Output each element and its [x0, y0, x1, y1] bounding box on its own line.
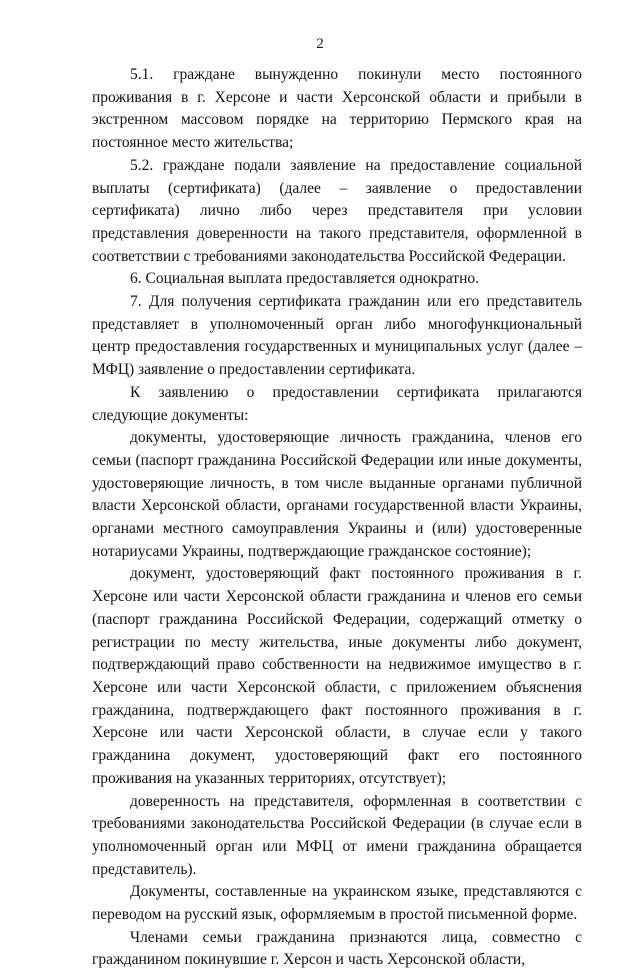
paragraph-attachments-intro: К заявлению о предоставлении сертификата прилагаются следующие документы: [92, 383, 582, 424]
paragraph-power-of-attorney: доверенность на представителя, оформленная в соответствии с требованиями законодательства Российской Федерации (в случае если в уполномоченный орган или МФЦ от имени гражданина обращается представитель). [92, 792, 582, 878]
paragraph-identity-documents: документы, удостоверяющие личность гражданина, членов его семьи (паспорт гражданина Российской Федерации или иные документы, удостоверяющие личность, в том числе выданные органами публичной власти Херсонской области, органами государственной власти Украины, органами местного самоуправления Украины и (или) удостоверенные нотариусами Украины, подтверждающие гражданское состояние); [92, 429, 582, 560]
paragraph-family-members: Членами семьи гражданина признаются лица, совместно с гражданином покинувшие г. Херсон и часть Херсонской области, [92, 928, 582, 969]
paragraph-residence-document: документ, удостоверяющий факт постоянного проживания в г. Херсоне или части Херсонской области гражданина и членов его семьи (паспорт гражданина Российской Федерации, содержащий отметку о регистрации по месту жительства, иные документы либо документ, подтверждающий право собственности на недвижимое имущество в г. Херсоне или части Херсонской области, с приложением объяснения гражданина, подтверждающего факт постоянного проживания в г. Херсоне или части Херсонской области, в случае если у такого гражданина документ, удостоверяющий факт его постоянного проживания на указанных территориях, отсутствует); [92, 565, 582, 787]
paragraph-5-2: 5.2. граждане подали заявление на предоставление социальной выплаты (сертификата) (далее – заявление о предоставлении сертификата) лично либо через представителя при условии представления доверенности на такого представителя, оформленной в соответствии с требованиями законодательства Российской Федерации. [92, 156, 582, 265]
paragraph-7: 7. Для получения сертификата гражданин или его представитель представляет в уполномоченный орган либо многофункциональный центр предоставления государственных и муниципальных услуг (далее – МФЦ) заявление о предоставлении сертификата. [92, 293, 582, 379]
document-body [92, 64, 582, 972]
page-number: 2 [316, 36, 324, 52]
paragraph-6: 6. Социальная выплата предоставляется однократно. [130, 270, 479, 288]
paragraph-5-1: 5.1. граждане вынужденно покинули место постоянного проживания в г. Херсоне и части Херсонской области и прибыли в экстренном массовом порядке на территорию Пермского края на постоянное место жительства; [92, 66, 582, 152]
paragraph-ukrainian-documents: Документы, составленные на украинском языке, представляются с переводом на русский язык, оформляемым в простой письменной форме. [92, 883, 582, 924]
